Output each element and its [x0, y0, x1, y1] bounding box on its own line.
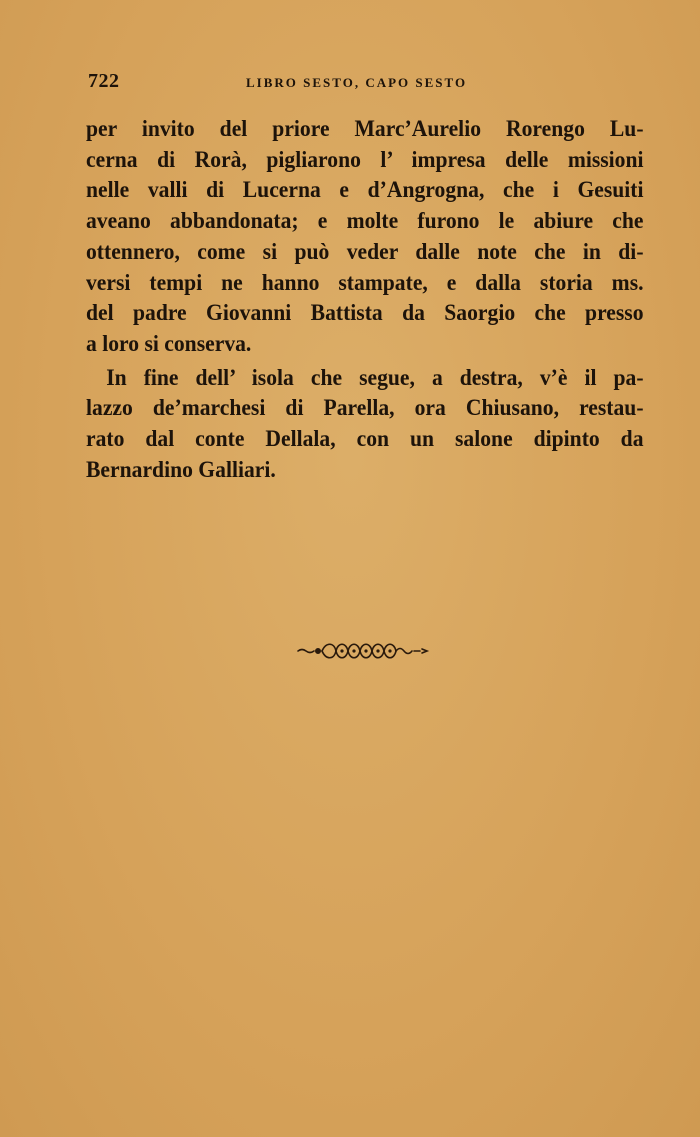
text-line: aveano abbandonata; e molte furono le abiure che: [86, 208, 644, 235]
running-head: LIBRO SESTO, CAPO SESTO: [246, 75, 468, 90]
text-line: Bernardino Galliari.: [86, 456, 276, 483]
text-line: versi tempi ne hanno stampate, e dalla storia ms.: [86, 269, 644, 296]
ornamental-divider-icon: [296, 638, 430, 664]
text-line: In fine dell’ isola che segue, a destra, v’è il pa-: [106, 364, 644, 391]
text-line: cerna di Rorà, pigliarono l’ impresa delle missioni: [86, 146, 644, 173]
text-line: per invito del priore Marc’Aurelio Rorengo Lu-: [86, 116, 644, 142]
text-line: lazzo de’marchesi di Parella, ora Chiusano, restau-: [86, 395, 644, 422]
body-text: [86, 114, 644, 485]
text-line: a loro si conserva.: [86, 330, 252, 357]
page-header: [88, 70, 648, 100]
text-line: del padre Giovanni Battista da Saorgio che presso: [86, 300, 644, 327]
text-line: ottennero, come si può veder dalle note che in di-: [86, 238, 644, 265]
text-line: nelle valli di Lucerna e d’Angrogna, che i Gesuiti: [86, 177, 644, 204]
paragraph-1: [86, 114, 644, 360]
page-number: 722: [88, 70, 120, 92]
paragraph-2: [86, 363, 644, 486]
text-line: rato dal conte Dellala, con un salone dipinto da: [86, 426, 644, 453]
